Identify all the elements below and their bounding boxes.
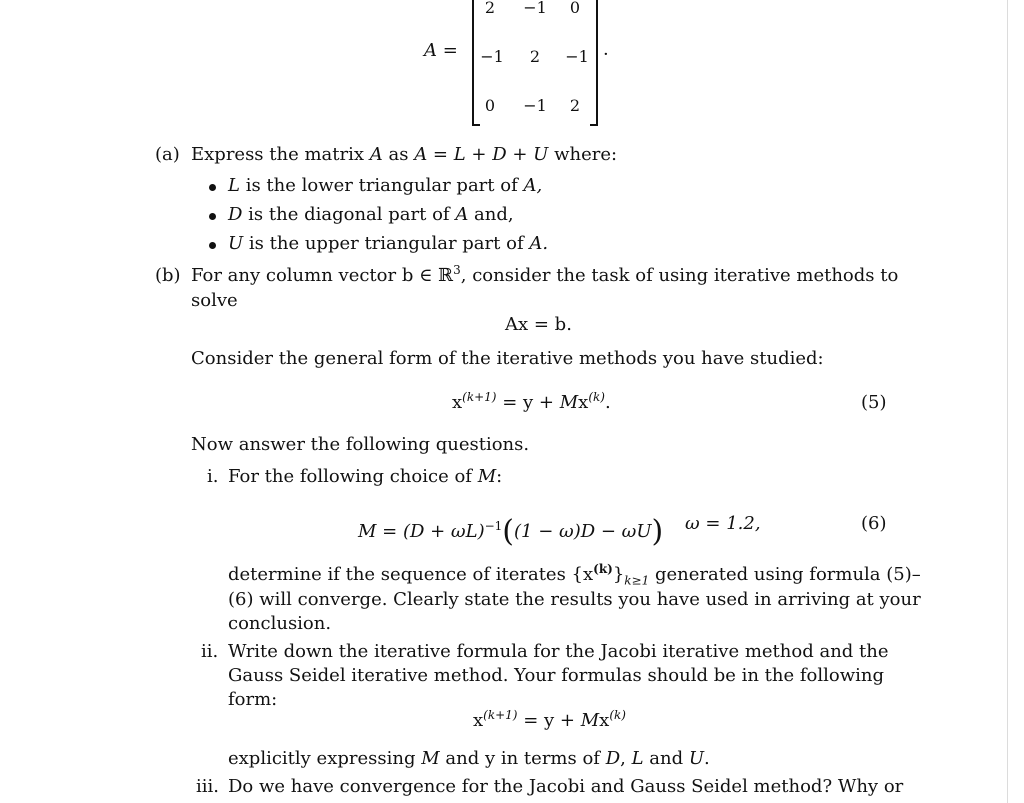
question-i-label: i. — [207, 466, 219, 487]
text: , — [620, 748, 626, 769]
math-superscript: (k) — [593, 562, 613, 576]
question-ii-after — [228, 748, 710, 769]
equation-5 — [452, 392, 611, 413]
text: and y in terms of — [445, 748, 600, 769]
matrix-cell: 0 — [569, 0, 581, 17]
equation-number-5: (5) — [861, 392, 887, 413]
math-superscript: (k) — [609, 708, 626, 722]
text: is the lower triangular part of — [245, 175, 518, 196]
text: is the diagonal part of — [248, 204, 450, 225]
math-symbol: A, — [523, 175, 543, 196]
text: } — [612, 564, 625, 585]
math-symbol: L — [228, 175, 240, 196]
question-ii-line3: form: — [228, 689, 278, 710]
text: and — [649, 748, 684, 769]
math-expression: M = (D + ωL) — [358, 521, 485, 542]
matrix-cell: 2 — [484, 0, 496, 17]
paren-close: ) — [651, 514, 664, 549]
text: = y + — [496, 392, 560, 413]
math-symbol: D — [228, 204, 243, 225]
text: For the following choice of — [228, 466, 472, 487]
matrix-cell: −1 — [523, 96, 547, 115]
math-vector: x — [473, 710, 484, 731]
question-ii-label: ii. — [201, 641, 219, 662]
matrix-cell: 2 — [529, 47, 541, 66]
math-symbol: M — [580, 710, 600, 731]
text: where: — [554, 144, 618, 165]
math-symbol: M — [421, 748, 440, 769]
matrix-cell: −1 — [480, 47, 504, 66]
math-symbol: A — [369, 144, 383, 165]
math-symbol: U — [688, 748, 705, 769]
math-vector: x — [599, 710, 610, 731]
math-equation: A = L + D + U — [414, 144, 549, 165]
text: Express the matrix — [191, 144, 365, 165]
question-i-body-line1 — [228, 562, 921, 588]
omega-value: ω = 1.2, — [685, 513, 761, 534]
consider-text: Consider the general form of the iterative methods you have studied: — [191, 348, 824, 369]
paren-open: ( — [502, 514, 515, 549]
math-symbol: L — [631, 748, 644, 769]
linear-system: Ax = b. — [505, 314, 572, 335]
text: . — [604, 392, 611, 413]
question-iii-label: iii. — [196, 776, 219, 797]
part-b-line2: solve — [191, 290, 238, 311]
text: and, — [474, 204, 514, 225]
matrix-cell: −1 — [565, 47, 589, 66]
math-symbol: A — [455, 204, 469, 225]
question-ii-line2: Gauss Seidel iterative method. Your formulas should be in the following — [228, 665, 884, 686]
question-i-body-line3: conclusion. — [228, 613, 332, 634]
matrix-cell: −1 — [523, 0, 547, 17]
text: determine if the sequence of iterates {x — [228, 564, 594, 585]
text: explicitly expressing — [228, 748, 416, 769]
math-vector: b ∈ ℝ — [401, 265, 454, 286]
text: , consider the task of using iterative methods to — [460, 265, 899, 286]
equation-6 — [358, 510, 664, 549]
math-superscript: (k) — [588, 390, 605, 404]
math-symbol: U — [228, 233, 244, 254]
text: generated using formula (5)– — [649, 564, 921, 585]
math-superscript: (k+1) — [483, 708, 518, 722]
matrix-trailing-dot: · — [603, 44, 609, 65]
bullet-icon — [209, 242, 216, 249]
bullet-item — [228, 233, 548, 254]
bullet-icon — [209, 213, 216, 220]
matrix-cell: 0 — [484, 96, 496, 115]
equation-number-6: (6) — [861, 513, 887, 534]
math-symbol: A. — [529, 233, 549, 254]
math-vector: x — [452, 392, 463, 413]
math-expression: (1 − ω)D − ωU — [514, 521, 652, 542]
bullet-item — [228, 204, 514, 225]
text: as — [388, 144, 409, 165]
bullet-item — [228, 175, 542, 196]
part-a-label: (a) — [155, 144, 180, 165]
part-a-intro — [191, 144, 617, 165]
text: = y + — [517, 710, 581, 731]
math-superscript: −1 — [484, 519, 503, 533]
question-ii-line1: Write down the iterative formula for the Jacobi iterative method and the — [228, 641, 889, 662]
math-symbol: M — [477, 466, 497, 487]
math-superscript: 3 — [453, 263, 461, 277]
question-i-body-line2: (6) will converge. Clearly state the results you have used in arriving at your — [228, 589, 921, 610]
question-iii-text: Do we have convergence for the Jacobi and Gauss Seidel method? Why or — [228, 776, 904, 797]
math-subscript: k≥1 — [624, 573, 650, 588]
bullet-icon — [209, 184, 216, 191]
question-i-text — [228, 466, 502, 487]
text: : — [496, 466, 503, 487]
text: . — [704, 748, 710, 769]
text: is the upper triangular part of — [248, 233, 524, 254]
equation-q2 — [473, 710, 626, 731]
math-superscript: (k+1) — [462, 390, 497, 404]
page-edge-line — [1007, 0, 1008, 803]
matrix-label: A = — [424, 40, 458, 61]
math-symbol: D — [605, 748, 621, 769]
math-vector: x — [578, 392, 589, 413]
matrix-cell: 2 — [569, 96, 581, 115]
math-symbol: M — [559, 392, 579, 413]
now-answer-text: Now answer the following questions. — [191, 434, 530, 455]
part-b-line1 — [191, 263, 899, 286]
text: For any column vector — [191, 265, 397, 286]
part-b-label: (b) — [155, 265, 181, 286]
